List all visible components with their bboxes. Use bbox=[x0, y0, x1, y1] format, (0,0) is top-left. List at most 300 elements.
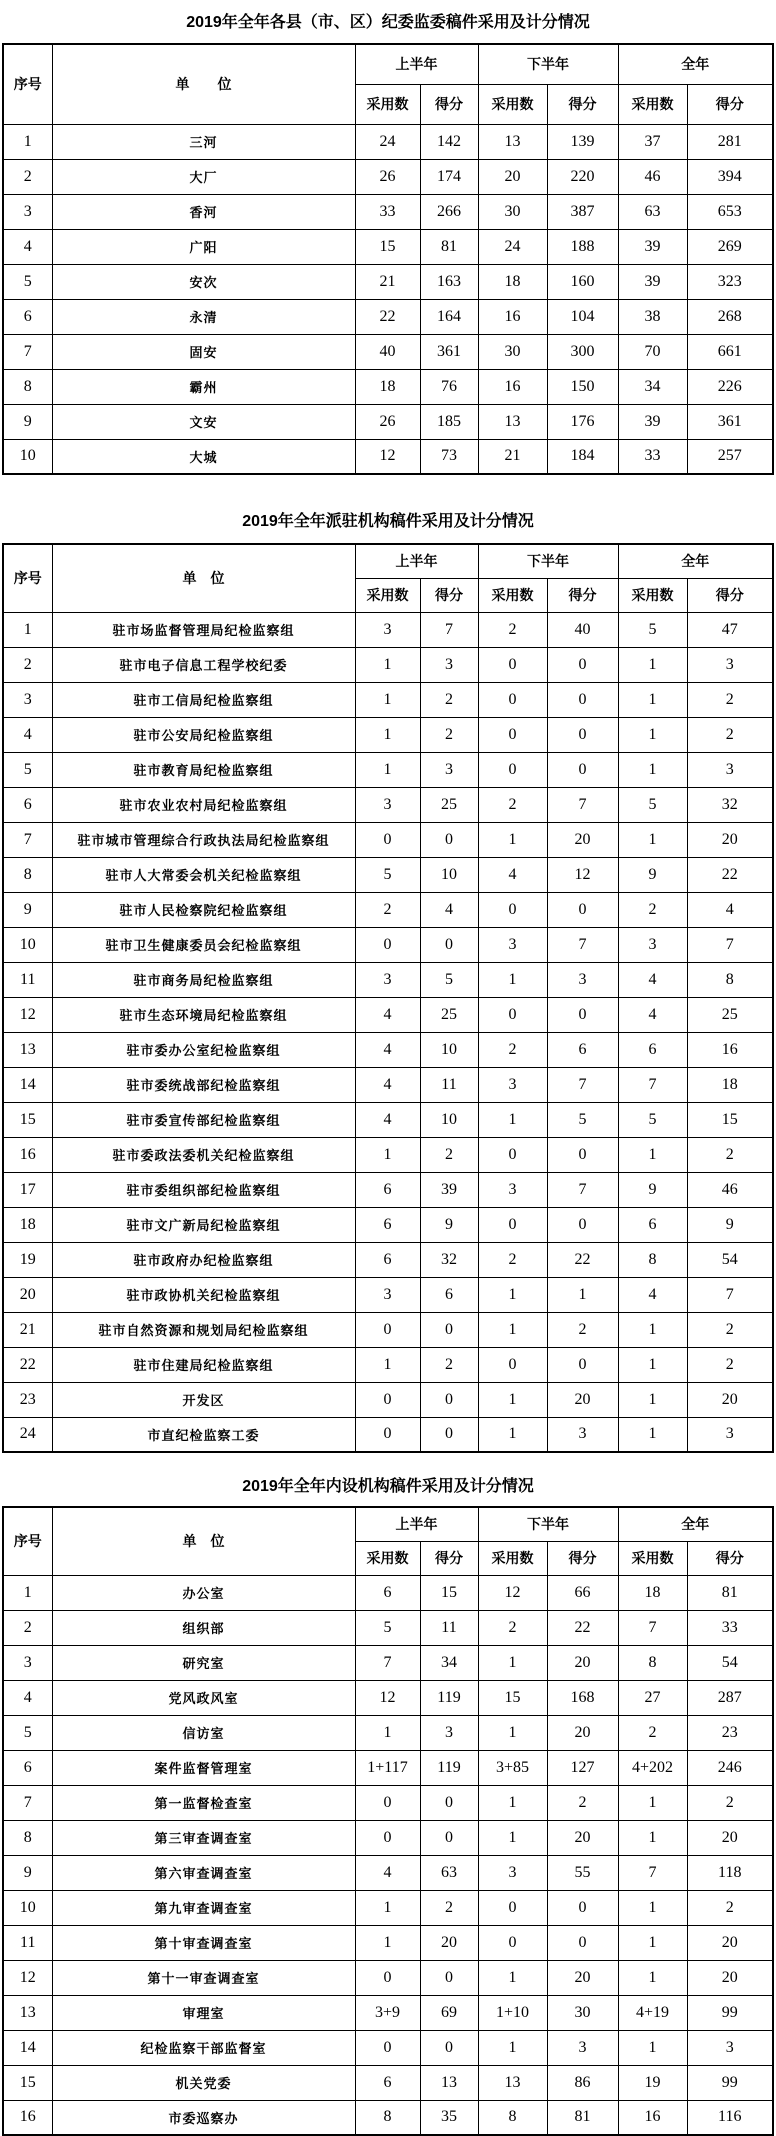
value-cell: 0 bbox=[355, 1417, 420, 1452]
table-row bbox=[3, 962, 773, 997]
value-cell: 30 bbox=[478, 334, 547, 369]
value-cell: 27 bbox=[618, 1680, 687, 1715]
value-cell: 8 bbox=[687, 962, 773, 997]
value-cell: 81 bbox=[687, 1575, 773, 1610]
table-row bbox=[3, 1610, 773, 1645]
table-row bbox=[3, 1102, 773, 1137]
row-index-cell: 8 bbox=[3, 1820, 52, 1855]
value-cell: 0 bbox=[355, 822, 420, 857]
value-cell: 12 bbox=[547, 857, 618, 892]
subheader-score-h2: 得分 bbox=[547, 84, 618, 124]
unit-name-cell: 驻市委组织部纪检监察组 bbox=[52, 1172, 355, 1207]
unit-name-cell: 审理室 bbox=[52, 1995, 355, 2030]
value-cell: 19 bbox=[618, 2065, 687, 2100]
value-cell: 1 bbox=[355, 1137, 420, 1172]
value-cell: 0 bbox=[547, 717, 618, 752]
value-cell: 20 bbox=[687, 1960, 773, 1995]
value-cell: 18 bbox=[355, 369, 420, 404]
table-row bbox=[3, 2100, 773, 2135]
value-cell: 0 bbox=[547, 1890, 618, 1925]
table-row bbox=[3, 997, 773, 1032]
value-cell: 0 bbox=[355, 1960, 420, 1995]
value-cell: 5 bbox=[618, 1102, 687, 1137]
unit-name-cell: 第六审查调查室 bbox=[52, 1855, 355, 1890]
value-cell: 2 bbox=[687, 1312, 773, 1347]
section-counties bbox=[0, 0, 776, 475]
value-cell: 1 bbox=[478, 1960, 547, 1995]
value-cell: 0 bbox=[547, 647, 618, 682]
table-row bbox=[3, 1925, 773, 1960]
value-cell: 0 bbox=[478, 1347, 547, 1382]
value-cell: 20 bbox=[420, 1925, 478, 1960]
value-cell: 1 bbox=[478, 1715, 547, 1750]
table-row bbox=[3, 124, 773, 159]
row-index-cell: 7 bbox=[3, 334, 52, 369]
table-header bbox=[3, 544, 773, 612]
value-cell: 24 bbox=[355, 124, 420, 159]
row-index-cell: 12 bbox=[3, 1960, 52, 1995]
value-cell: 15 bbox=[478, 1680, 547, 1715]
value-cell: 46 bbox=[687, 1172, 773, 1207]
unit-name-cell: 驻市场监督管理局纪检监察组 bbox=[52, 612, 355, 647]
row-index-cell: 11 bbox=[3, 1925, 52, 1960]
value-cell: 0 bbox=[420, 1820, 478, 1855]
value-cell: 5 bbox=[547, 1102, 618, 1137]
value-cell: 1 bbox=[478, 1785, 547, 1820]
table-row bbox=[3, 229, 773, 264]
value-cell: 1 bbox=[618, 1347, 687, 1382]
row-index-cell: 16 bbox=[3, 1137, 52, 1172]
value-cell: 3 bbox=[478, 1855, 547, 1890]
value-cell: 39 bbox=[618, 264, 687, 299]
subheader-score-h2: 得分 bbox=[547, 1541, 618, 1575]
subheader-score-year: 得分 bbox=[687, 1541, 773, 1575]
value-cell: 2 bbox=[618, 892, 687, 927]
value-cell: 33 bbox=[618, 439, 687, 474]
value-cell: 7 bbox=[687, 1277, 773, 1312]
value-cell: 9 bbox=[687, 1207, 773, 1242]
header-index: 序号 bbox=[3, 1507, 52, 1575]
value-cell: 20 bbox=[547, 1820, 618, 1855]
row-index-cell: 15 bbox=[3, 1102, 52, 1137]
value-cell: 22 bbox=[355, 299, 420, 334]
table-row bbox=[3, 1067, 773, 1102]
table-row bbox=[3, 612, 773, 647]
value-cell: 0 bbox=[420, 1785, 478, 1820]
table-row bbox=[3, 892, 773, 927]
value-cell: 300 bbox=[547, 334, 618, 369]
value-cell: 6 bbox=[547, 1032, 618, 1067]
header-first-half: 上半年 bbox=[355, 1507, 478, 1541]
value-cell: 3 bbox=[355, 612, 420, 647]
value-cell: 9 bbox=[420, 1207, 478, 1242]
value-cell: 20 bbox=[547, 1645, 618, 1680]
value-cell: 0 bbox=[355, 1820, 420, 1855]
counties-table bbox=[2, 43, 774, 475]
unit-name-cell: 驻市城市管理综合行政执法局纪检监察组 bbox=[52, 822, 355, 857]
unit-name-cell: 案件监督管理室 bbox=[52, 1750, 355, 1785]
unit-name-cell: 驻市委统战部纪检监察组 bbox=[52, 1067, 355, 1102]
row-index-cell: 14 bbox=[3, 2030, 52, 2065]
value-cell: 3+9 bbox=[355, 1995, 420, 2030]
table-row bbox=[3, 1032, 773, 1067]
row-index-cell: 19 bbox=[3, 1242, 52, 1277]
value-cell: 1 bbox=[618, 1137, 687, 1172]
value-cell: 23 bbox=[687, 1715, 773, 1750]
value-cell: 1+10 bbox=[478, 1995, 547, 2030]
value-cell: 1 bbox=[618, 1312, 687, 1347]
header-second-half: 下半年 bbox=[478, 44, 618, 84]
value-cell: 281 bbox=[687, 124, 773, 159]
row-index-cell: 2 bbox=[3, 1610, 52, 1645]
table-row bbox=[3, 1960, 773, 1995]
row-index-cell: 18 bbox=[3, 1207, 52, 1242]
unit-name-cell: 第十一审查调查室 bbox=[52, 1960, 355, 1995]
value-cell: 1 bbox=[618, 1820, 687, 1855]
value-cell: 226 bbox=[687, 369, 773, 404]
unit-name-cell: 驻市政府办纪检监察组 bbox=[52, 1242, 355, 1277]
value-cell: 1 bbox=[478, 1277, 547, 1312]
table-body bbox=[3, 124, 773, 474]
table-header bbox=[3, 1507, 773, 1575]
unit-name-cell: 驻市人民检察院纪检监察组 bbox=[52, 892, 355, 927]
value-cell: 25 bbox=[687, 997, 773, 1032]
value-cell: 246 bbox=[687, 1750, 773, 1785]
value-cell: 6 bbox=[355, 1242, 420, 1277]
unit-name-cell: 驻市文广新局纪检监察组 bbox=[52, 1207, 355, 1242]
table-row bbox=[3, 264, 773, 299]
value-cell: 323 bbox=[687, 264, 773, 299]
value-cell: 164 bbox=[420, 299, 478, 334]
value-cell: 2 bbox=[420, 1137, 478, 1172]
unit-name-cell: 驻市农业农村局纪检监察组 bbox=[52, 787, 355, 822]
value-cell: 21 bbox=[478, 439, 547, 474]
value-cell: 0 bbox=[547, 997, 618, 1032]
row-index-cell: 1 bbox=[3, 1575, 52, 1610]
unit-name-cell: 驻市教育局纪检监察组 bbox=[52, 752, 355, 787]
value-cell: 0 bbox=[478, 1925, 547, 1960]
value-cell: 13 bbox=[420, 2065, 478, 2100]
value-cell: 2 bbox=[687, 682, 773, 717]
header-full-year: 全年 bbox=[618, 44, 773, 84]
row-index-cell: 1 bbox=[3, 612, 52, 647]
value-cell: 15 bbox=[687, 1102, 773, 1137]
value-cell: 7 bbox=[355, 1645, 420, 1680]
table-body bbox=[3, 612, 773, 1452]
value-cell: 2 bbox=[687, 1137, 773, 1172]
value-cell: 30 bbox=[547, 1995, 618, 2030]
subheader-adopted-year: 采用数 bbox=[618, 84, 687, 124]
value-cell: 0 bbox=[355, 1785, 420, 1820]
value-cell: 1 bbox=[618, 1382, 687, 1417]
value-cell: 7 bbox=[618, 1610, 687, 1645]
value-cell: 20 bbox=[687, 1382, 773, 1417]
dispatched-agencies-table bbox=[2, 543, 774, 1453]
row-index-cell: 8 bbox=[3, 857, 52, 892]
value-cell: 0 bbox=[355, 1382, 420, 1417]
value-cell: 3 bbox=[355, 1277, 420, 1312]
value-cell: 3 bbox=[420, 752, 478, 787]
row-index-cell: 2 bbox=[3, 159, 52, 194]
value-cell: 2 bbox=[547, 1785, 618, 1820]
table-title-dispatched: 2019年全年派驻机构稿件采用及计分情况 bbox=[242, 513, 534, 530]
row-index-cell: 4 bbox=[3, 1680, 52, 1715]
unit-name-cell: 安次 bbox=[52, 264, 355, 299]
value-cell: 387 bbox=[547, 194, 618, 229]
value-cell: 0 bbox=[547, 1925, 618, 1960]
value-cell: 4+19 bbox=[618, 1995, 687, 2030]
unit-name-cell: 驻市工信局纪检监察组 bbox=[52, 682, 355, 717]
subheader-score-year: 得分 bbox=[687, 578, 773, 612]
value-cell: 118 bbox=[687, 1855, 773, 1890]
value-cell: 1 bbox=[618, 2030, 687, 2065]
value-cell: 34 bbox=[420, 1645, 478, 1680]
table-row bbox=[3, 857, 773, 892]
value-cell: 3 bbox=[547, 962, 618, 997]
row-index-cell: 5 bbox=[3, 1715, 52, 1750]
value-cell: 7 bbox=[420, 612, 478, 647]
value-cell: 9 bbox=[618, 857, 687, 892]
value-cell: 2 bbox=[618, 1715, 687, 1750]
value-cell: 15 bbox=[355, 229, 420, 264]
value-cell: 0 bbox=[355, 1312, 420, 1347]
value-cell: 86 bbox=[547, 2065, 618, 2100]
value-cell: 35 bbox=[420, 2100, 478, 2135]
value-cell: 6 bbox=[618, 1032, 687, 1067]
table-title-internal: 2019年全年内设机构稿件采用及计分情况 bbox=[242, 1478, 534, 1495]
value-cell: 4 bbox=[420, 892, 478, 927]
unit-name-cell: 驻市政协机关纪检监察组 bbox=[52, 1277, 355, 1312]
internal-departments-table bbox=[2, 1506, 774, 2136]
table-row bbox=[3, 787, 773, 822]
value-cell: 6 bbox=[355, 1207, 420, 1242]
value-cell: 185 bbox=[420, 404, 478, 439]
row-index-cell: 3 bbox=[3, 194, 52, 229]
row-index-cell: 6 bbox=[3, 299, 52, 334]
value-cell: 76 bbox=[420, 369, 478, 404]
value-cell: 3+85 bbox=[478, 1750, 547, 1785]
value-cell: 15 bbox=[420, 1575, 478, 1610]
row-index-cell: 13 bbox=[3, 1995, 52, 2030]
value-cell: 20 bbox=[547, 1382, 618, 1417]
row-index-cell: 4 bbox=[3, 717, 52, 752]
value-cell: 3 bbox=[687, 752, 773, 787]
value-cell: 81 bbox=[420, 229, 478, 264]
subheader-score-year: 得分 bbox=[687, 84, 773, 124]
value-cell: 6 bbox=[618, 1207, 687, 1242]
unit-name-cell: 党风政风室 bbox=[52, 1680, 355, 1715]
table-row bbox=[3, 404, 773, 439]
value-cell: 119 bbox=[420, 1680, 478, 1715]
value-cell: 6 bbox=[355, 1575, 420, 1610]
value-cell: 2 bbox=[420, 717, 478, 752]
row-index-cell: 7 bbox=[3, 822, 52, 857]
row-index-cell: 4 bbox=[3, 229, 52, 264]
row-index-cell: 24 bbox=[3, 1417, 52, 1452]
value-cell: 99 bbox=[687, 2065, 773, 2100]
row-index-cell: 9 bbox=[3, 404, 52, 439]
value-cell: 39 bbox=[420, 1172, 478, 1207]
unit-name-cell: 固安 bbox=[52, 334, 355, 369]
header-full-year: 全年 bbox=[618, 1507, 773, 1541]
value-cell: 47 bbox=[687, 612, 773, 647]
header-second-half: 下半年 bbox=[478, 544, 618, 578]
table-row bbox=[3, 194, 773, 229]
value-cell: 0 bbox=[420, 1382, 478, 1417]
value-cell: 653 bbox=[687, 194, 773, 229]
unit-name-cell: 大城 bbox=[52, 439, 355, 474]
table-row bbox=[3, 682, 773, 717]
row-index-cell: 6 bbox=[3, 1750, 52, 1785]
value-cell: 188 bbox=[547, 229, 618, 264]
section-dispatched-agencies bbox=[0, 475, 776, 1453]
section-internal-departments bbox=[0, 1453, 776, 2136]
unit-name-cell: 广阳 bbox=[52, 229, 355, 264]
value-cell: 0 bbox=[478, 997, 547, 1032]
row-index-cell: 10 bbox=[3, 927, 52, 962]
value-cell: 269 bbox=[687, 229, 773, 264]
value-cell: 1 bbox=[355, 1890, 420, 1925]
row-index-cell: 23 bbox=[3, 1382, 52, 1417]
table-row bbox=[3, 1785, 773, 1820]
value-cell: 4 bbox=[355, 1032, 420, 1067]
value-cell: 20 bbox=[547, 1715, 618, 1750]
value-cell: 34 bbox=[618, 369, 687, 404]
value-cell: 63 bbox=[618, 194, 687, 229]
value-cell: 4 bbox=[355, 1855, 420, 1890]
value-cell: 287 bbox=[687, 1680, 773, 1715]
table-row bbox=[3, 1312, 773, 1347]
row-index-cell: 5 bbox=[3, 752, 52, 787]
value-cell: 10 bbox=[420, 1102, 478, 1137]
value-cell: 0 bbox=[420, 2030, 478, 2065]
row-index-cell: 10 bbox=[3, 439, 52, 474]
value-cell: 394 bbox=[687, 159, 773, 194]
unit-name-cell: 驻市生态环境局纪检监察组 bbox=[52, 997, 355, 1032]
unit-name-cell: 驻市自然资源和规划局纪检监察组 bbox=[52, 1312, 355, 1347]
value-cell: 4 bbox=[618, 962, 687, 997]
table-row bbox=[3, 1995, 773, 2030]
table-row bbox=[3, 1137, 773, 1172]
value-cell: 8 bbox=[478, 2100, 547, 2135]
unit-name-cell: 大厂 bbox=[52, 159, 355, 194]
value-cell: 1 bbox=[478, 1312, 547, 1347]
value-cell: 0 bbox=[420, 1417, 478, 1452]
table-title-counties: 2019年全年各县（市、区）纪委监委稿件采用及计分情况 bbox=[186, 14, 590, 31]
value-cell: 1 bbox=[478, 1820, 547, 1855]
value-cell: 70 bbox=[618, 334, 687, 369]
value-cell: 3 bbox=[547, 1417, 618, 1452]
value-cell: 63 bbox=[420, 1855, 478, 1890]
value-cell: 0 bbox=[355, 2030, 420, 2065]
value-cell: 0 bbox=[547, 682, 618, 717]
value-cell: 2 bbox=[420, 682, 478, 717]
subheader-adopted-h1: 采用数 bbox=[355, 1541, 420, 1575]
table-row bbox=[3, 1242, 773, 1277]
value-cell: 0 bbox=[478, 717, 547, 752]
value-cell: 1 bbox=[618, 1960, 687, 1995]
value-cell: 139 bbox=[547, 124, 618, 159]
unit-name-cell: 纪检监察干部监督室 bbox=[52, 2030, 355, 2065]
header-second-half: 下半年 bbox=[478, 1507, 618, 1541]
table-row bbox=[3, 1347, 773, 1382]
value-cell: 220 bbox=[547, 159, 618, 194]
value-cell: 4 bbox=[355, 997, 420, 1032]
value-cell: 20 bbox=[547, 1960, 618, 1995]
subheader-adopted-year: 采用数 bbox=[618, 1541, 687, 1575]
value-cell: 0 bbox=[547, 1207, 618, 1242]
unit-name-cell: 机关党委 bbox=[52, 2065, 355, 2100]
value-cell: 40 bbox=[355, 334, 420, 369]
value-cell: 26 bbox=[355, 159, 420, 194]
row-index-cell: 22 bbox=[3, 1347, 52, 1382]
table-row bbox=[3, 159, 773, 194]
value-cell: 2 bbox=[687, 717, 773, 752]
value-cell: 0 bbox=[478, 1137, 547, 1172]
value-cell: 7 bbox=[547, 1172, 618, 1207]
row-index-cell: 11 bbox=[3, 962, 52, 997]
header-unit: 单 位 bbox=[52, 44, 355, 124]
header-index: 序号 bbox=[3, 544, 52, 612]
value-cell: 127 bbox=[547, 1750, 618, 1785]
unit-name-cell: 三河 bbox=[52, 124, 355, 159]
value-cell: 0 bbox=[478, 752, 547, 787]
value-cell: 1 bbox=[618, 647, 687, 682]
value-cell: 2 bbox=[478, 1032, 547, 1067]
table-row bbox=[3, 1207, 773, 1242]
row-index-cell: 9 bbox=[3, 1855, 52, 1890]
value-cell: 160 bbox=[547, 264, 618, 299]
value-cell: 6 bbox=[355, 1172, 420, 1207]
value-cell: 46 bbox=[618, 159, 687, 194]
table-row bbox=[3, 1417, 773, 1452]
header-index: 序号 bbox=[3, 44, 52, 124]
value-cell: 1 bbox=[355, 682, 420, 717]
value-cell: 184 bbox=[547, 439, 618, 474]
value-cell: 22 bbox=[687, 857, 773, 892]
row-index-cell: 12 bbox=[3, 997, 52, 1032]
unit-name-cell: 香河 bbox=[52, 194, 355, 229]
value-cell: 24 bbox=[478, 229, 547, 264]
row-index-cell: 10 bbox=[3, 1890, 52, 1925]
row-index-cell: 13 bbox=[3, 1032, 52, 1067]
value-cell: 7 bbox=[547, 787, 618, 822]
value-cell: 11 bbox=[420, 1610, 478, 1645]
table-row bbox=[3, 1172, 773, 1207]
row-index-cell: 3 bbox=[3, 1645, 52, 1680]
table-row bbox=[3, 822, 773, 857]
value-cell: 1 bbox=[478, 2030, 547, 2065]
value-cell: 25 bbox=[420, 787, 478, 822]
value-cell: 81 bbox=[547, 2100, 618, 2135]
row-index-cell: 15 bbox=[3, 2065, 52, 2100]
unit-name-cell: 驻市委宣传部纪检监察组 bbox=[52, 1102, 355, 1137]
value-cell: 32 bbox=[420, 1242, 478, 1277]
value-cell: 119 bbox=[420, 1750, 478, 1785]
unit-name-cell: 信访室 bbox=[52, 1715, 355, 1750]
value-cell: 33 bbox=[687, 1610, 773, 1645]
value-cell: 54 bbox=[687, 1645, 773, 1680]
value-cell: 2 bbox=[687, 1785, 773, 1820]
value-cell: 11 bbox=[420, 1067, 478, 1102]
value-cell: 1 bbox=[355, 647, 420, 682]
table-row bbox=[3, 927, 773, 962]
value-cell: 39 bbox=[618, 404, 687, 439]
unit-name-cell: 办公室 bbox=[52, 1575, 355, 1610]
value-cell: 1 bbox=[355, 1347, 420, 1382]
value-cell: 5 bbox=[420, 962, 478, 997]
value-cell: 30 bbox=[478, 194, 547, 229]
